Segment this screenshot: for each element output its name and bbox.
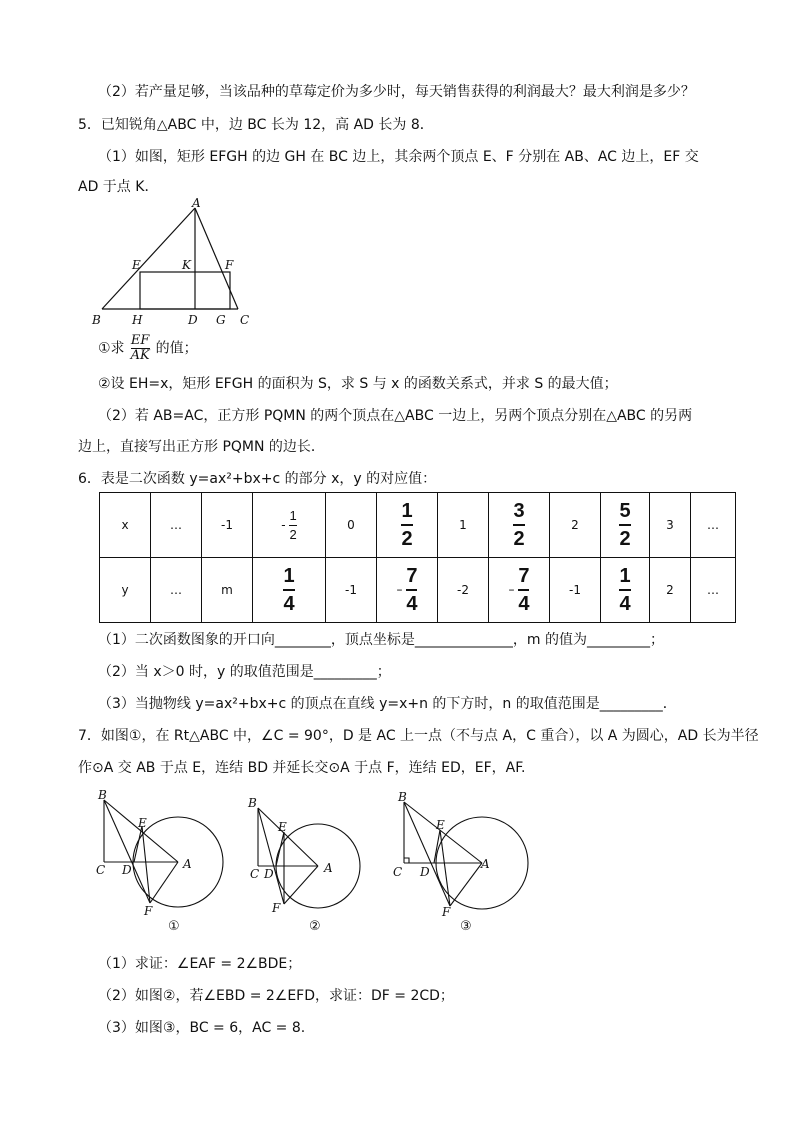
table-cell: -1 — [550, 558, 601, 623]
q6-stem: 6．表是二次函数 y=ax²+bx+c 的部分 x，y 的对应值： — [78, 471, 437, 487]
label-F: F — [272, 901, 281, 915]
q7-figure-3 — [390, 788, 540, 918]
q5-part1-line2: AD 于点 K． — [78, 179, 159, 195]
table-cell: 2 — [650, 558, 691, 623]
table-cell: x — [100, 493, 151, 558]
table-cell: $\frac{1}{2}$ — [377, 493, 438, 558]
q7-part3: （3）如图③，BC = 6，AC = 8. — [98, 1020, 306, 1036]
table-cell: … — [151, 558, 202, 623]
table-cell: – $\frac{7}{4}$ — [489, 558, 550, 623]
label-B: B — [98, 788, 107, 802]
label-F: F — [144, 904, 153, 916]
q7-part1: （1）求证：∠EAF = 2∠BDE； — [98, 956, 302, 972]
table-cell: -2 — [438, 558, 489, 623]
q5-sub1: ①求 $\frac{EF}{AK}$ 的值； — [98, 333, 198, 363]
table-cell: $\frac{5}{2}$ — [601, 493, 650, 558]
ef-over-ak-fraction: $\frac{EF}{AK}$ — [130, 333, 150, 363]
q7-stem-line2: 作⊙A 交 AB 于点 E，连结 BD 并延长交⊙A 于点 F，连结 ED，EF，AF. — [78, 760, 526, 776]
table-cell: -1 — [326, 558, 377, 623]
label-C: C — [96, 863, 106, 877]
table-cell: -1 — [202, 493, 253, 558]
q5-triangle-figure — [88, 196, 258, 331]
label-A: A — [192, 196, 201, 210]
q6-part3: （3）当抛物线 y=ax²+bx+c 的顶点在直线 y=x+n 的下方时，n 的取值范围是_________． — [98, 696, 677, 712]
table-cell: … — [691, 558, 736, 623]
q6-part2: （2）当 x＞0 时，y 的取值范围是_________； — [98, 664, 391, 680]
label-E: E — [436, 818, 445, 832]
figure-caption-2: ② — [309, 919, 321, 934]
label-A: A — [481, 857, 490, 871]
q5-part2-line2: 边上，直接写出正方形 PQMN 的边长． — [78, 439, 325, 455]
q5-stem: 5．已知锐角△ABC 中，边 BC 长为 12，高 AD 长为 8． — [78, 117, 434, 133]
label-E: E — [138, 816, 147, 830]
label-D: D — [420, 865, 430, 879]
q5-part2-line1: （2）若 AB=AC，正方形 PQMN 的两个顶点在△ABC 一边上，另两个顶点分别在△ABC 的另两 — [98, 408, 693, 424]
table-cell: $\frac{3}{2}$ — [489, 493, 550, 558]
table-cell: … — [151, 493, 202, 558]
label-H: H — [132, 313, 143, 327]
table-cell: 0 — [326, 493, 377, 558]
table-cell: 3 — [650, 493, 691, 558]
table-cell: m — [202, 558, 253, 623]
figure-caption-3: ③ — [460, 919, 472, 934]
label-C: C — [240, 313, 250, 327]
table-cell: 2 — [550, 493, 601, 558]
q5-sub2: ②设 EH=x，矩形 EFGH 的面积为 S，求 S 与 x 的函数关系式，并求 S 的最大值； — [98, 376, 618, 392]
label-C: C — [393, 865, 403, 879]
q7-part2: （2）如图②，若∠EBD = 2∠EFD，求证：DF = 2CD； — [98, 988, 454, 1004]
label-B: B — [92, 313, 101, 327]
label-C: C — [250, 867, 260, 881]
label-F: F — [225, 258, 234, 272]
label-B: B — [398, 790, 407, 804]
label-D: D — [188, 313, 198, 327]
table-cell: – $\frac{7}{4}$ — [377, 558, 438, 623]
label-A: A — [324, 861, 333, 875]
label-D: D — [122, 863, 132, 877]
label-B: B — [248, 796, 257, 810]
label-E: E — [278, 820, 287, 834]
q4-part2: （2）若产量足够，当该品种的草莓定价为多少时，每天销售获得的利润最大？最大利润是多少？ — [98, 84, 695, 100]
label-K: K — [182, 258, 191, 272]
table-cell: … — [691, 493, 736, 558]
label-D: D — [264, 867, 274, 881]
values-table — [99, 492, 736, 623]
table-cell: y — [100, 558, 151, 623]
figure-caption-1: ① — [168, 919, 180, 934]
table-cell: - $\frac{1}{2}$ — [253, 493, 326, 558]
table-row-x — [100, 493, 736, 558]
label-F: F — [442, 905, 451, 918]
label-E: E — [132, 258, 141, 272]
q7-figure-1 — [92, 786, 242, 916]
q5-part1-line1: （1）如图，矩形 EFGH 的边 GH 在 BC 边上，其余两个顶点 E、F 分别在 AB、AC 边上，EF 交 — [98, 149, 699, 165]
q6-part1: （1）二次函数图象的开口向________，顶点坐标是______________，m 的值为_________； — [98, 632, 664, 648]
q7-stem-line1: 7．如图①，在 Rt△ABC 中，∠C = 90°，D 是 AC 上一点（不与点 A，C 重合），以 A 为圆心，AD 长为半径 — [78, 728, 759, 744]
label-G: G — [216, 313, 226, 327]
q7-figure-2 — [242, 796, 392, 916]
table-cell: $\frac{1}{4}$ — [601, 558, 650, 623]
table-row-y — [100, 558, 736, 623]
table-cell: 1 — [438, 493, 489, 558]
label-A: A — [183, 857, 192, 871]
table-cell: $\frac{1}{4}$ — [253, 558, 326, 623]
